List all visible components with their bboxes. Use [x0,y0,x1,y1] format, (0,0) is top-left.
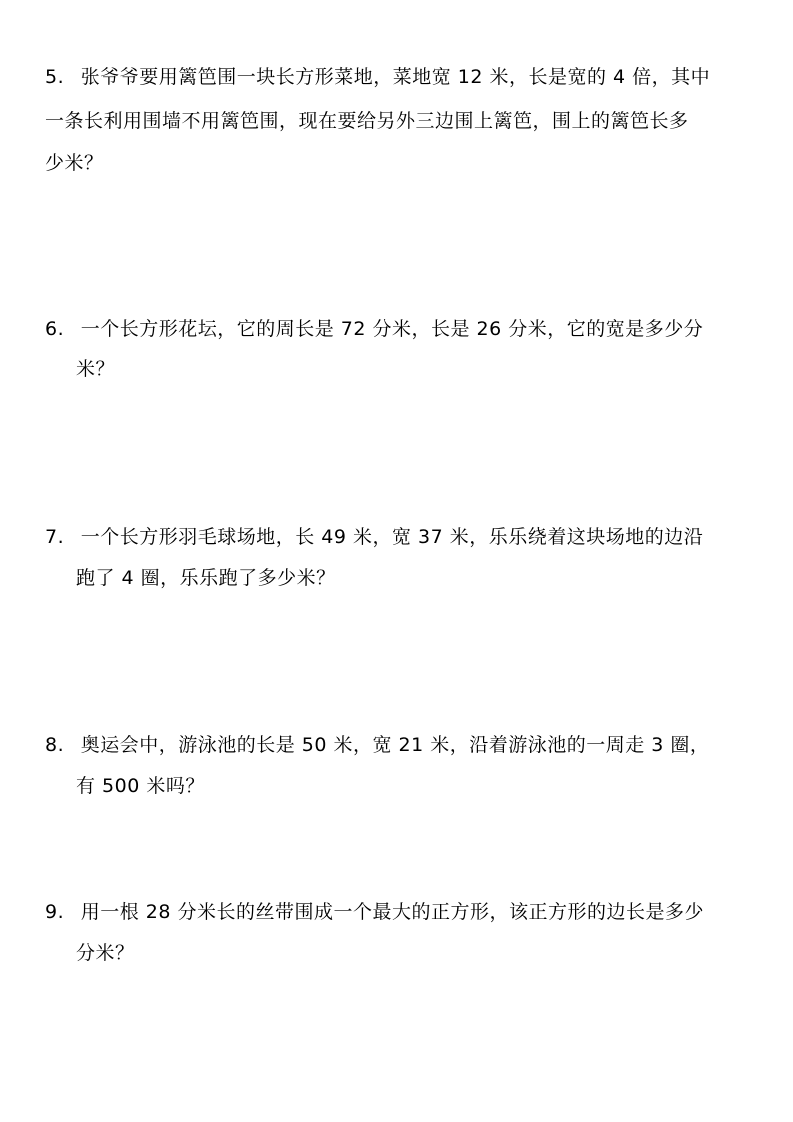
problem-5-line-2: 一条长利用围墙不用篱笆围，现在要给另外三边围上篱笆，围上的篱笆长多 [45,110,689,132]
problem-number: 5. [45,66,65,88]
problem-text: 张爷爷要用篱笆围一块长方形菜地，菜地宽 12 米，长是宽的 4 倍，其中 [80,66,711,88]
problem-number: 9. [45,901,65,923]
problem-text: 一个长方形花坛，它的周长是 72 分米，长是 26 分米，它的宽是多少分 [80,318,704,340]
problem-9-line-2: 分米？ [76,942,135,964]
problem-number: 6. [45,318,65,340]
problem-9-line-1 [45,899,704,925]
problem-5-line-1 [45,64,710,90]
problem-number: 7. [45,526,65,548]
problem-7-line-2: 跑了 4 圈，乐乐跑了多少米？ [76,567,336,589]
problem-6-line-2: 米？ [76,358,116,380]
problem-8-line-1 [45,732,709,758]
problem-7-line-1 [45,524,703,550]
problem-text: 奥运会中，游泳池的长是 50 米，宽 21 米，沿着游泳池的一周走 3 圈， [80,734,710,756]
problem-number: 8. [45,734,65,756]
problem-8-line-2: 有 500 米吗？ [76,775,205,797]
problem-5-line-3: 少米？ [45,152,104,174]
problem-text: 一个长方形羽毛球场地，长 49 米，宽 37 米，乐乐绕着这块场地的边沿 [80,526,704,548]
problem-6-line-1 [45,316,703,342]
problem-text: 用一根 28 分米长的丝带围成一个最大的正方形，该正方形的边长是多少 [80,901,704,923]
